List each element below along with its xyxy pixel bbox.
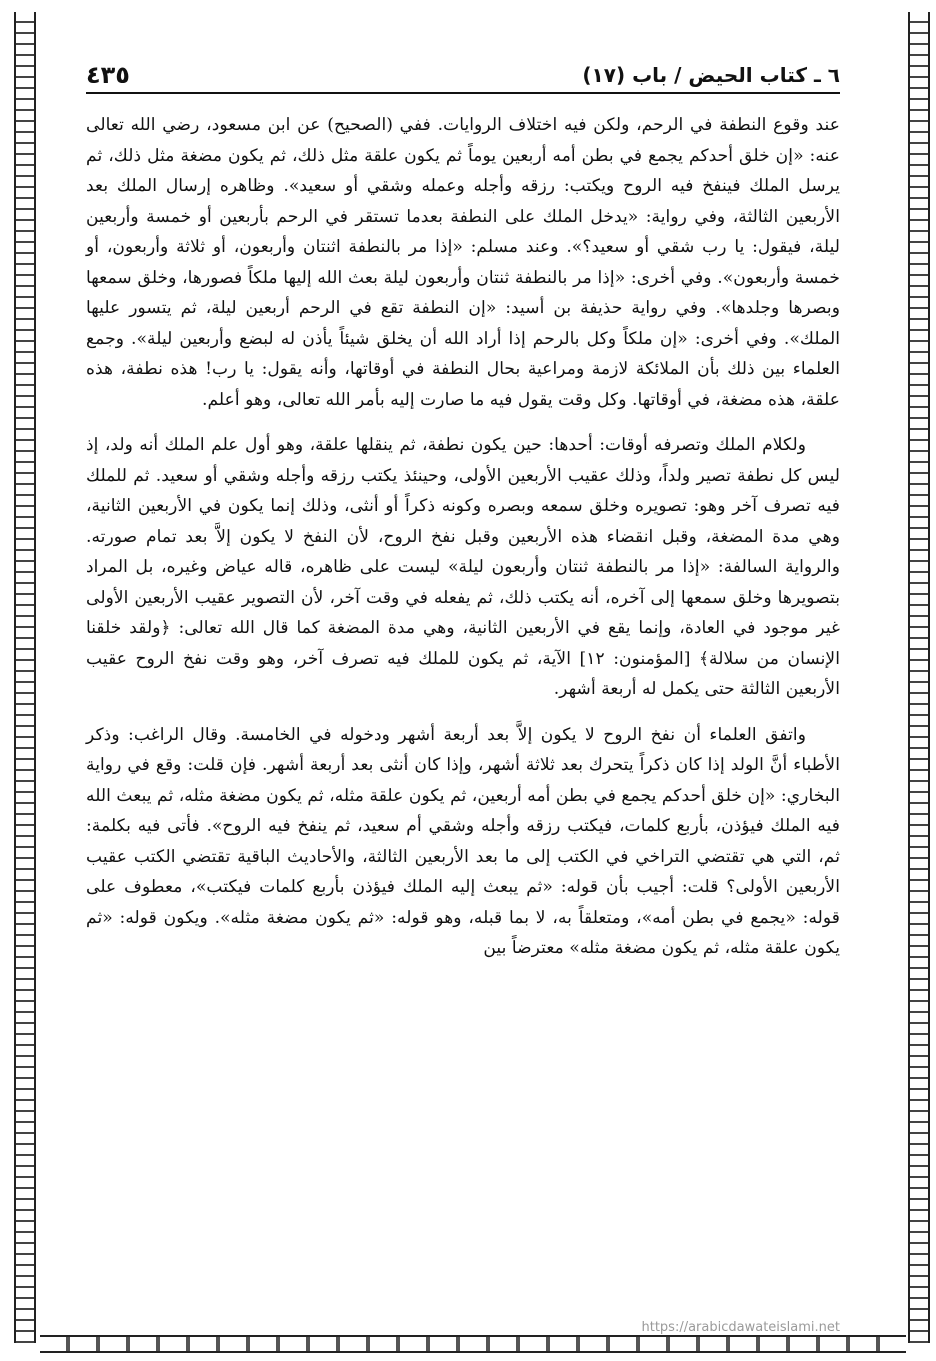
right-border-ornament: [908, 12, 930, 1343]
watermark-url: https://arabicdawateislami.net: [641, 1320, 840, 1335]
paragraph-2: ولكلام الملك وتصرفه أوقات: أحدها: حين يكون نطفة، ثم ينقلها علقة، وهو أول علم الملك أنه ولد، إذ ليس كل نطفة تصير ولداً، وذلك عقيب الأربعين الأولى، وحينئذ يكتب رزقه وأجله وشقي أو سعيد. ثم للملك فيه تصرف آخر وهو: تصويره وخلق سمعه وبصره وكونه ذكراً أو أنثى، وذلك إنما يكون في الأربعين الثانية، وهي مدة المضغة، وقبل انقضاء هذه الأربعين وقبل نفخ الروح، لأن النفخ لا يكون إلاَّ بعد تمام صورته. والرواية السالفة: «إذا مر بالنطفة ثنتان وأربعون ليلة» ليست على ظاهره، قاله عياض وغيره، بل المراد بتصويرها وخلق سمعها إلى آخره، أنه يكتب ذلك، ثم يفعله في وقت آخر، لأن التصوير عقيب الأربعين الأولى غير موجود في العادة، وإنما يقع في الأربعين الثانية، وهي مدة المضغة كما قال الله تعالى: ﴿ولقد خلقنا الإنسان من سلالة﴾ [المؤمنون: ١٢] الآية، ثم يكون للملك فيه تصرف آخر، وهو وقت نفخ الروح عقيب الأربعين الثالثة حتى يكمل له أربعة أشهر.: [86, 435, 841, 699]
page-number: ٤٣٥: [86, 61, 130, 89]
paragraph-3: واتفق العلماء أن نفخ الروح لا يكون إلاَّ بعد أربعة أشهر ودخوله في الخامسة. وقال الراغب: وذكر الأطباء أنَّ الولد إذا كان ذكراً يتحرك بعد ثلاثة أشهر، وإذا كان أنثى بعد أربعة أشهر. فإن قلت: وقع في رواية البخاري: «إن خلق أحدكم يجمع في بطن أمه أربعين، ثم يكون علقة مثله، ثم يكون مضغة مثله، ثم يبعث الله فيه الملك فيؤذن، بأربع كلمات، فيكتب رزقه وأجله وشقي أم سعيد، ثم ينفخ فيه الروح». فأتى فيه بكلمة: ثم، التي هي تقتضي التراخي في الكتب إلى ما بعد الأربعين الثالثة، والأحاديث الباقية تقتضي الكتب عقيب الأربعين الأولى؟ قلت: أجيب بأن قوله: «ثم يبعث إليه الملك فيؤذن بأربع كلمات فيكتب»، معطوف على قوله: «يجمع في بطن أمه»، ومتعلقاً به، لا بما قبله، وهو قوله: «ثم يكون مضغة مثله». ويكون قوله: «ثم يكون علقة مثله، ثم يكون مضغة مثله» معترضاً بين: [86, 724, 840, 958]
page-body: [86, 110, 840, 979]
running-title: ٦ ـ كتاب الحيض / باب (١٧): [582, 63, 840, 87]
left-border-ornament: [14, 12, 36, 1343]
page-header: [86, 58, 840, 94]
bottom-border-ornament: [40, 1335, 906, 1353]
paragraph-1: عند وقوع النطفة في الرحم، ولكن فيه اختلاف الروايات. ففي (الصحيح) عن ابن مسعود، رضي الله تعالى عنه: «إن خلق أحدكم يجمع في بطن أمه أربعين يوماً ثم يكون علقة مثل ذلك، ثم يكون مضغة مثل ذلك، ثم يرسل الملك فينفخ فيه الروح ويكتب: رزقه وأجله وعمله وشقي أو سعيد». وظاهره إرسال الملك بعد الأربعين الثالثة، وفي رواية: «يدخل الملك على النطفة بعدما تستقر في الرحم بأربعين أو خمسة وأربعين ليلة، فيقول: يا رب شقي أو سعيد؟». وعند مسلم: «إذا مر بالنطفة اثنتان وأربعون، أو ثلاثة وأربعون، أو خمسة وأربعون». وفي أخرى: «إذا مر بالنطفة ثنتان وأربعون ليلة بعث الله إليها ملكاً فصورها، وخلق سمعها وبصرها وجلدها». وفي رواية حذيفة بن أسيد: «إن النطفة تقع في الرحم أربعين ليلة، ثم يتسور عليها الملك». وفي أخرى: «إن ملكاً وكل بالرحم إذا أراد الله أن يخلق شيئاً يأذن له لبضع وأربعين ليلة». وجمع العلماء بين ذلك بأن الملائكة لازمة ومراعية بحال النطفة في أوقاتها، وأنه يقول: يا رب! هذه نطفة، هذه علقة، هذه مضغة، في أوقاتها. وكل وقت يقول فيه ما صارت إليه بأمر الله تعالى، وهو أعلم.: [86, 115, 840, 410]
